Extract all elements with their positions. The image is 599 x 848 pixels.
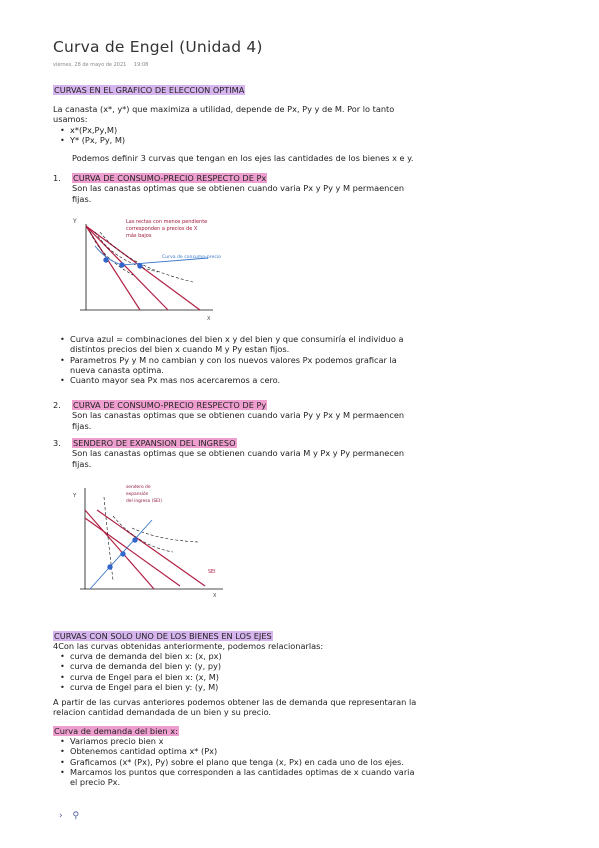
page-title: Curva de Engel (Unidad 4): [53, 38, 263, 56]
optimum-point-3: [137, 263, 142, 268]
figure-sendero-expansion: [68, 480, 233, 602]
list-item: • curva de demanda del bien x: (x, px): [53, 651, 222, 661]
optimum-point-1: [103, 257, 108, 262]
item1-block: [53, 173, 413, 204]
figure-consumo-precio-px: [68, 210, 238, 328]
list-item: • Curva azul = combinaciones del bien x y del bien y que consumiría el individuo a distintos precios del bien x cuando M y Py estan fijos.: [53, 334, 413, 355]
budget-line-1: [85, 510, 154, 589]
item2-heading: CURVA DE CONSUMO-PRECIO RESPECTO DE Py: [73, 400, 267, 410]
pin-icon[interactable]: ⚲: [72, 811, 80, 821]
optimum-point-1: [107, 564, 112, 569]
sei-mark: SEI: [208, 570, 216, 575]
note-red-line-3: más bajos: [126, 233, 152, 239]
section2-heading: CURVAS CON SOLO UNO DE LOS BIENES EN LOS EJES: [54, 631, 272, 641]
note-line-2: expansión: [126, 492, 149, 497]
section1-bullet-list: [53, 125, 125, 146]
item2-text: Son las canastas optimas que se obtienen cuando varia Py y Px y M permaencen fijas.: [72, 410, 405, 431]
item3-block: [53, 438, 413, 469]
list-item: • Graficamos (x* (Px), Py) sobre el plano que tenga (x, Px) en cada uno de los ejes.: [53, 757, 418, 767]
expand-arrow-icon[interactable]: ›: [59, 811, 63, 821]
item1-number: 1.: [53, 173, 61, 183]
list-item: • curva de demanda del bien y: (y, py): [53, 661, 222, 671]
section1-heading: CURVAS EN EL GRAFICO DE ELECCION OPTIMA: [54, 85, 245, 95]
item3-text: Son las canastas optimas que se obtienen cuando varia M y Px y Py permanecen fijas.: [72, 448, 405, 469]
page-footer: [59, 811, 79, 821]
item2-number: 2.: [53, 400, 61, 410]
section1-define: Podemos definir 3 curvas que tengan en los ejes las cantidades de los bienes x e y.: [72, 153, 414, 163]
note-red-line-1: Las rectas con menos pendiente: [126, 219, 208, 225]
list-item: • Y* (Px, Py, M): [53, 135, 125, 145]
section3-heading: Curva de demanda del bien x:: [54, 726, 178, 736]
list-item: • Marcamos los puntos que corresponden a las cantidades optimas de x cuando varia el precio Px.: [53, 767, 418, 788]
section1-intro: La canasta (x*, y*) que maximiza a utilidad, depende de Px, Py y de M. Por lo tanto usamos:: [53, 104, 395, 125]
list-item: • Cuanto mayor sea Px mas nos acercaremos a cero.: [53, 375, 413, 385]
page-time: 19:08: [133, 62, 149, 68]
section3-bullet-list: [53, 736, 418, 787]
item2-block: [53, 400, 413, 431]
note-line-3: del ingreso (SEI): [126, 499, 162, 504]
list-item: • Variamos precio bien x: [53, 736, 418, 746]
list-item: • curva de Engel para el bien y: (y, M): [53, 682, 222, 692]
page-meta: [53, 62, 148, 68]
section2-bullet-list: [53, 651, 222, 692]
item1-text: Son las canastas optimas que se obtienen cuando varia Px y Py y M permaencen fijas.: [72, 183, 405, 204]
item3-number: 3.: [53, 438, 61, 448]
list-item: • x*(Px,Py,M): [53, 125, 125, 135]
x-axis-label: X: [213, 593, 217, 599]
note-red-line-2: corresponden a precios de X: [126, 226, 198, 232]
y-axis-label: Y: [73, 493, 77, 499]
list-item: • curva de Engel para el bien x: (x, M): [53, 672, 222, 682]
note-blue: Curva de consumo-precio: [162, 255, 221, 260]
item1-heading: CURVA DE CONSUMO-PRECIO RESPECTO DE Px: [73, 173, 267, 183]
optimum-point-2: [119, 262, 124, 267]
optimum-point-2: [120, 551, 125, 556]
section2-intro: 4Con las curvas obtenidas anteriormente, podemos relacionarlas:: [53, 641, 324, 651]
optimum-point-3: [132, 537, 137, 542]
page-date: viernes, 28 de mayo de 2021: [53, 62, 127, 68]
indifference-curve-3: [132, 528, 198, 542]
x-axis-label: X: [207, 316, 211, 322]
item1-bullet-list: [53, 334, 413, 385]
section2-paragraph: A partir de las curvas anteriores podemos obtener las de demanda que representaran la relacion cantidad demandada de un bien y su precio.: [53, 697, 417, 718]
list-item: • Obtenemos cantidad optima x* (Px): [53, 746, 418, 756]
note-line-1: sendero de: [126, 485, 151, 490]
item3-heading: SENDERO DE EXPANSION DEL INGRESO: [73, 438, 236, 448]
list-item: • Parametros Py y M no cambian y con los nuevos valores Px podemos graficar la nueva canasta optima.: [53, 355, 413, 376]
y-axis-label: Y: [73, 218, 77, 225]
indifference-curve-2: [113, 516, 173, 552]
